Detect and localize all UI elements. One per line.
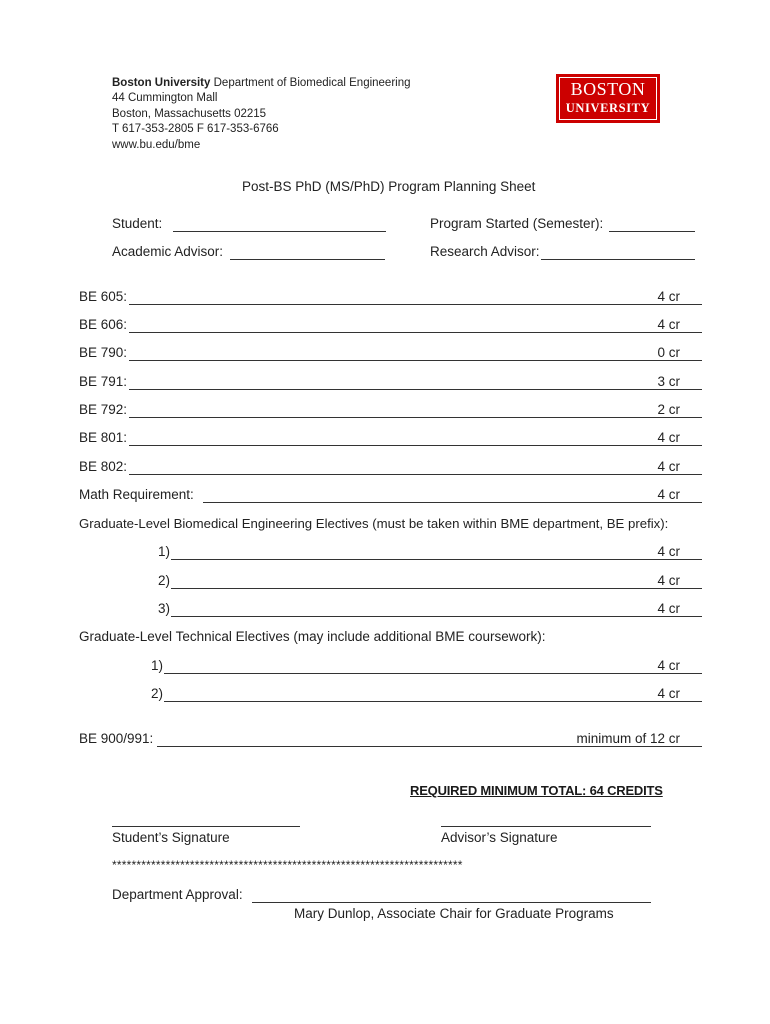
course-line[interactable] — [129, 402, 702, 418]
logo-line-1: BOSTON — [570, 79, 646, 99]
required-total: REQUIRED MINIMUM TOTAL: 64 CREDITS — [410, 783, 663, 798]
bme-electives-heading: Graduate-Level Biomedical Engineering Electives (must be taken within BME department, BE prefix): — [79, 516, 669, 531]
course-credits: 0 cr — [657, 345, 680, 360]
department-address — [112, 76, 411, 153]
elective-line[interactable] — [164, 686, 702, 702]
course-label: BE 792: — [79, 402, 128, 417]
course-line[interactable] — [129, 317, 702, 333]
elective-line[interactable] — [171, 544, 702, 560]
research-label: BE 900/991: — [79, 731, 154, 746]
elective-credits: 4 cr — [657, 544, 680, 559]
program-started-label: Program Started (Semester): — [430, 216, 604, 231]
page-title: Post-BS PhD (MS/PhD) Program Planning Sheet — [242, 179, 536, 194]
org-line — [112, 76, 411, 91]
student-signature-label: Student’s Signature — [112, 830, 230, 845]
course-credits: 4 cr — [657, 289, 680, 304]
course-credits: 3 cr — [657, 374, 680, 389]
research-credits: minimum of 12 cr — [576, 731, 680, 746]
course-label: BE 605: — [79, 289, 128, 304]
elective-credits: 4 cr — [657, 686, 680, 701]
course-label: BE 791: — [79, 374, 128, 389]
elective-line[interactable] — [171, 573, 702, 589]
address-line-1: 44 Cummington Mall — [112, 92, 218, 105]
course-credits: 4 cr — [657, 487, 680, 502]
research-advisor-field[interactable] — [541, 244, 695, 260]
academic-advisor-field[interactable] — [230, 244, 385, 260]
separator-stars: ************************************************************************ — [112, 858, 463, 872]
elective-line[interactable] — [164, 658, 702, 674]
course-credits: 2 cr — [657, 402, 680, 417]
org-name: Boston University — [112, 77, 211, 89]
advisor-signature-line[interactable] — [441, 812, 651, 827]
elective-number: 2) — [158, 573, 171, 588]
course-credits: 4 cr — [657, 459, 680, 474]
website: www.bu.edu/bme — [112, 138, 201, 151]
elective-credits: 4 cr — [657, 601, 680, 616]
research-advisor-label: Research Advisor: — [430, 244, 540, 259]
academic-advisor-label: Academic Advisor: — [112, 244, 224, 259]
department-approval-line[interactable] — [252, 887, 651, 903]
elective-number: 3) — [158, 601, 171, 616]
course-label: BE 801: — [79, 430, 128, 445]
course-label: Math Requirement: — [79, 487, 194, 502]
address-line-2: Boston, Massachusetts 02215 — [112, 107, 267, 120]
tech-electives-heading: Graduate-Level Technical Electives (may include additional BME coursework): — [79, 629, 546, 644]
elective-number: 1) — [158, 544, 171, 559]
course-label: BE 802: — [79, 459, 128, 474]
course-line[interactable] — [129, 289, 702, 305]
approver-name: Mary Dunlop, Associate Chair for Graduate Programs — [294, 906, 614, 921]
course-line[interactable] — [129, 345, 702, 361]
elective-credits: 4 cr — [657, 573, 680, 588]
student-label: Student: — [112, 216, 163, 231]
course-line[interactable] — [129, 430, 702, 446]
program-started-field[interactable] — [609, 216, 695, 232]
course-label: BE 606: — [79, 317, 128, 332]
student-signature-line[interactable] — [112, 812, 300, 827]
logo-line-2: UNIVERSITY — [565, 101, 651, 115]
boston-university-logo — [556, 74, 660, 123]
advisor-signature-label: Advisor’s Signature — [441, 830, 558, 845]
course-line[interactable] — [129, 374, 702, 390]
course-credits: 4 cr — [657, 317, 680, 332]
elective-line[interactable] — [171, 601, 702, 617]
student-field[interactable] — [173, 216, 386, 232]
dept-name: Department of Biomedical Engineering — [210, 77, 411, 89]
elective-credits: 4 cr — [657, 658, 680, 673]
course-line[interactable] — [129, 459, 702, 475]
course-credits: 4 cr — [657, 430, 680, 445]
elective-number: 1) — [151, 658, 164, 673]
course-line[interactable] — [203, 487, 702, 503]
phone-fax: T 617-353-2805 F 617-353-6766 — [112, 123, 279, 136]
elective-number: 2) — [151, 686, 164, 701]
course-label: BE 790: — [79, 345, 128, 360]
department-approval-label: Department Approval: — [112, 887, 243, 902]
